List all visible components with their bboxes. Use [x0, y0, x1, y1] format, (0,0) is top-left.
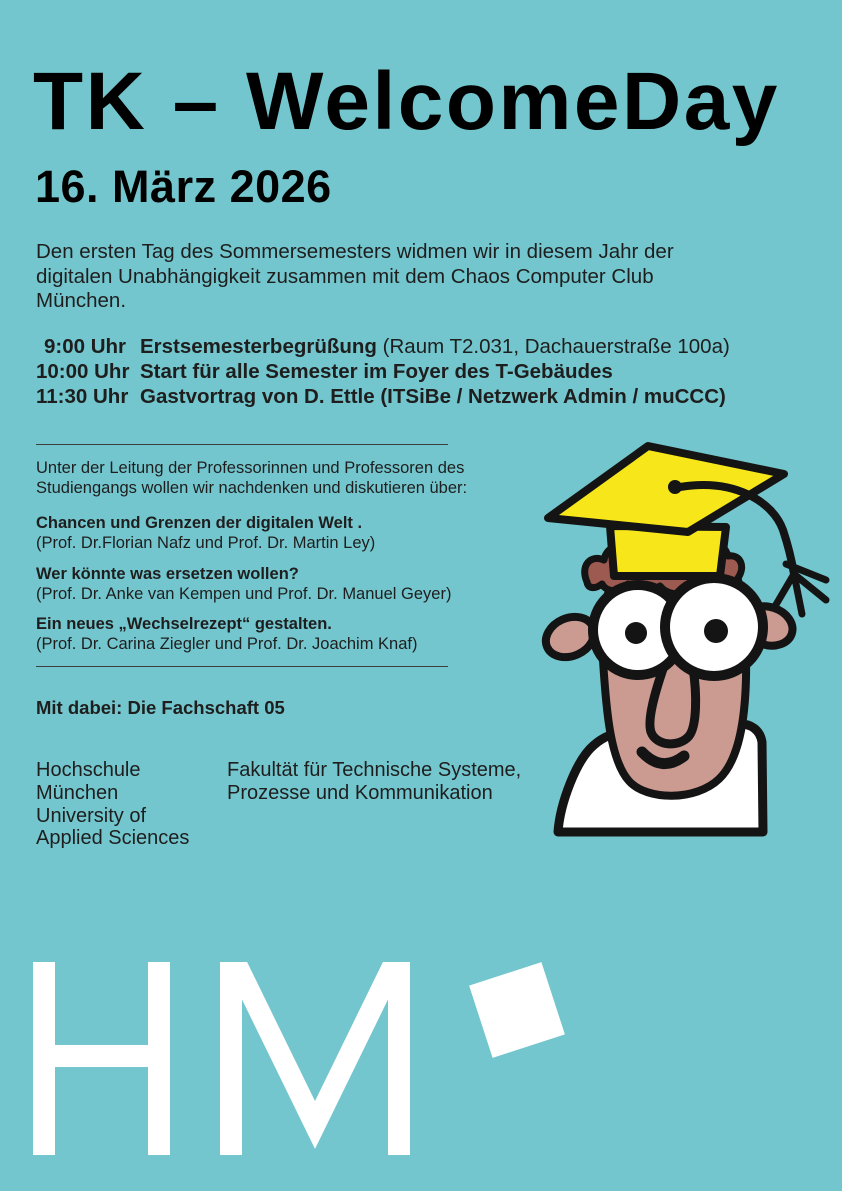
right-pupil — [704, 619, 728, 643]
topic-title: Ein neues „Wechselrezept“ gestalten. — [36, 615, 332, 634]
hm-logo — [33, 962, 599, 1162]
schedule-row — [36, 334, 730, 359]
hm-logo-letters — [33, 962, 565, 1155]
institution-name — [36, 759, 189, 850]
intro-line: Den ersten Tag des Sommersemesters widmen wir in diesem Jahr der — [36, 240, 674, 263]
topic — [36, 564, 451, 605]
topic-profs: (Prof. Dr. Carina Ziegler und Prof. Dr. Joachim Knaf) — [36, 635, 418, 654]
institution-line: Applied Sciences — [36, 827, 190, 850]
topic-profs: (Prof. Dr. Anke van Kempen und Prof. Dr. Manuel Geyer) — [36, 584, 452, 603]
schedule-row — [36, 384, 730, 409]
intro-text — [36, 240, 674, 314]
intro-line: digitalen Unabhängigkeit zusammen mit dem Chaos Computer Club — [36, 264, 654, 288]
time-label: 11:30 Uhr — [36, 385, 129, 408]
graduate-student-illustration — [530, 430, 842, 842]
intro-line: München. — [36, 289, 127, 313]
divider — [36, 666, 448, 667]
poster-title: TK – WelcomeDay — [33, 56, 780, 147]
event-title: Erstsemesterbegrüßung — [140, 335, 377, 358]
event-title: Start für alle Semester im Foyer des T-Gebäudes — [140, 360, 613, 383]
time-label: 9:00 Uhr — [43, 335, 126, 358]
divider — [36, 444, 448, 445]
discussion-topics — [36, 513, 451, 655]
lead-line: Unter der Leitung der Professorinnen und Professoren des — [36, 459, 465, 477]
glasses-icon — [593, 578, 763, 676]
event-title: Gastvortrag von D. Ettle (ITSiBe / Netzwerk Admin / muCCC) — [140, 385, 726, 408]
topic — [36, 614, 451, 655]
institution-line: Hochschule — [36, 759, 141, 781]
institution-line: University of — [36, 804, 147, 827]
time-label: 10:00 Uhr — [36, 360, 130, 383]
logo-square — [469, 962, 565, 1058]
lead-line: Studiengangs wollen wir nachdenken und diskutieren über: — [36, 479, 468, 498]
topic-title: Wer könnte was ersetzen wollen? — [36, 564, 299, 583]
left-pupil — [625, 622, 647, 644]
lead-text — [36, 458, 467, 499]
institution-line: München — [36, 781, 119, 804]
schedule-row — [36, 359, 730, 384]
topic-profs: (Prof. Dr.Florian Nafz und Prof. Dr. Martin Ley) — [36, 534, 376, 553]
event-date: 16. März 2026 — [35, 161, 332, 212]
topic — [36, 513, 451, 554]
topic-title: Chancen und Grenzen der digitalen Welt . — [36, 514, 363, 532]
faculty-line: Prozesse und Kommunikation — [227, 781, 493, 804]
participation-note: Mit dabei: Die Fachschaft 05 — [36, 697, 285, 718]
schedule — [36, 334, 730, 409]
event-note: (Raum T2.031, Dachauerstraße 100a) — [382, 335, 730, 358]
faculty-line: Fakultät für Technische Systeme, — [227, 759, 522, 781]
faculty-name — [227, 759, 521, 805]
